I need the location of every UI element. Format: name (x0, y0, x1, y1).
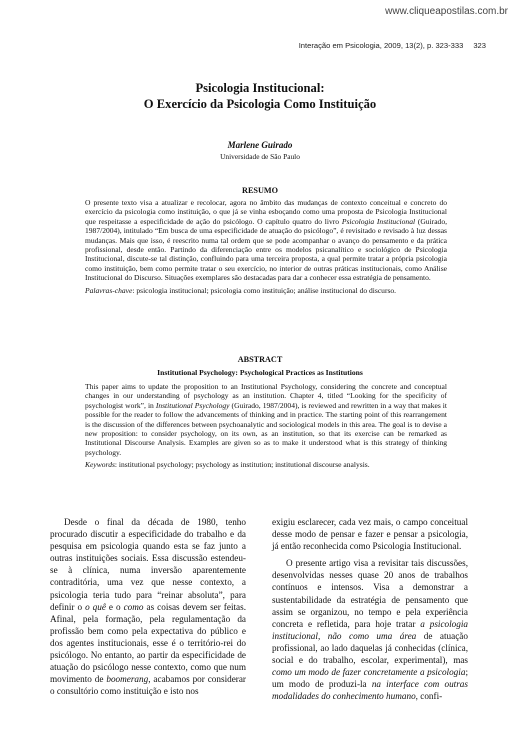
body-paragraph (50, 516, 246, 697)
abstract-text-cont: (Guirado, 1987/2004), is reviewed and rewritten in a way that makes it possible for the reader to follow the advancements of thinking and in practice. The starting point of this rearrangement is the discussion of the differences between psychoanalytic and sociological models in this area. The goal is to devise a new proposition: to consider psychology, on its own, as an institution, so that its exercise can be remarked as Institutional Discourse Analysis. Examples are given so as to make it understood what is this strategy of thinking psychology. (85, 400, 447, 457)
body-text: e o (105, 601, 124, 612)
article-title (0, 80, 520, 112)
journal-citation: Interação em Psicologia, 2009, 13(2), p. 323-333 (298, 41, 464, 50)
body-emphasis: a psicologia institucional, não como uma área (272, 618, 468, 641)
body-text: ; um modo de produzi-la (272, 667, 468, 690)
body-text: O presente artigo visa a revisitar tais discussões, desenvolvidas nesses quase 20 anos de trabalhos contínuos e intensos. Visa a demonstrar a sustentabilidade da estratégia de pensamento que assim se organizou, no tempo e pela experiência concreta e refletida, para hoje tratar (272, 558, 468, 629)
abstract-book-title: Institutional Psychology (155, 400, 230, 410)
body-emphasis: como um modo de fazer concretamente a psicologia (272, 667, 466, 678)
body-paragraph (272, 557, 468, 702)
abstract-text: This paper aims to update the proposition to an Institutional Psychology, considering the concrete and conceptual changes in our understanding of psychology as an institution. Chapter 4, titled “Looking for the specificity of psychologist work”, in (85, 382, 447, 410)
body-emphasis: o quê (85, 601, 106, 612)
body-emphasis: como (123, 601, 144, 612)
body-text: Desde o final da década de 1980, tenho procurado discutir a especificidade do trabalho e da pesquisa em psicologia quando esta se faz junto a outras instituições sociais. Essa discussão estendeu-se à clínica, numa inversão aparentemente contraditória, uma vez que nesse contexto, a psicologia teria tudo para “reinar absoluta”, para definir o (50, 517, 246, 612)
abstract-body (85, 382, 447, 470)
body-paragraph: exigiu esclarecer, cada vez mais, o campo conceitual desse modo de pensar e fazer e pensar a psicologia, já então reconhecida como Psicologia Institucional. (272, 517, 468, 552)
body-column-right (272, 516, 468, 702)
abstract-subtitle: Institutional Psychology: Psychological Practices as Institutions (157, 368, 363, 377)
abstract-paragraph (85, 382, 447, 457)
page-number: 323 (473, 41, 486, 50)
resumo-book-title: Psicologia Institucional (341, 216, 416, 226)
body-emphasis: boomerang (106, 674, 149, 685)
body-text: , acabamos por considerar o consultório como instituição e isto nos (50, 674, 246, 697)
resumo-keywords (85, 286, 447, 295)
keywords-text: : psicologia institucional; psicologia como instituição; análise institucional do discurso. (132, 285, 397, 295)
abstract-heading: ABSTRACT (237, 355, 283, 364)
author-name: Marlene Guirado (227, 140, 293, 150)
title-line-1: Psicologia Institucional: (195, 81, 325, 95)
body-text: as coisas devem ser feitas. Afinal, pela formação, pela regulamentação da profissão bem como pela expectativa do público e dos agentes institucionais, esse é o território-rei do psicólogo. No entanto, ao partir da especificidade de atuação do psicólogo nesse contexto, como que num movimento de (50, 601, 246, 685)
resumo-heading: RESUMO (242, 186, 278, 195)
resumo-body (85, 198, 447, 295)
abstract-keywords (85, 460, 447, 469)
keywords-text: : institutional psychology; psychology as institution; institutional discourse analysis. (114, 460, 370, 470)
body-emphasis: na interface com outras modalidades do conhecimento humano (272, 679, 468, 702)
running-header (299, 41, 486, 50)
resumo-paragraph (85, 198, 447, 283)
author-affiliation: Universidade de São Paulo (220, 152, 300, 161)
resumo-text: O presente texto visa a atualizar e recolocar, agora no âmbito das mudanças de contexto conceitual e concreto do exercício da psicologia como instituição, o que já se vinha esboçando como uma proposta de Psicologia Institucional que respeitasse a especificidade de ação do psicólogo. O capítulo quatro do livro (85, 198, 447, 226)
watermark: www.cliqueapostilas.com.br (385, 6, 508, 17)
title-line-2: O Exercício da Psicologia Como Instituição (143, 97, 377, 111)
body-text: de atuação profissional, ao lado daquelas já conhecidas (clínica, social e do trabalho, escolar, experimental), mas (272, 630, 468, 666)
body-column-left (50, 516, 246, 697)
body-text: , confi- (415, 691, 443, 702)
keywords-label: Keywords (85, 460, 115, 470)
keywords-label: Palavras-chave (85, 285, 133, 295)
resumo-text-cont: (Guirado, 1987/2004), intitulado “Em busca de uma especificidade de atuação do psicólogo”, é revisitado e revisado à luz dessas mudanças. Mais que isso, é reescrito numa tal ordem que se pode acompanhar o avanço do pensamento e da prática profissional, desde então. Partindo da diferenciação entre os modelos psicanalítico e sociológico de Psicologia Institucional, discute-se tal distinção, confluindo para uma terceira proposta, a qual permite tratar a própria psicologia como instituição, bem como permite tratar o seu exercício, no interior de outras práticas institucionais, como Análise Institucional do Discurso. Situações exemplares são destacadas para dar a conhecer essa estratégia de pensamento. (85, 216, 447, 283)
